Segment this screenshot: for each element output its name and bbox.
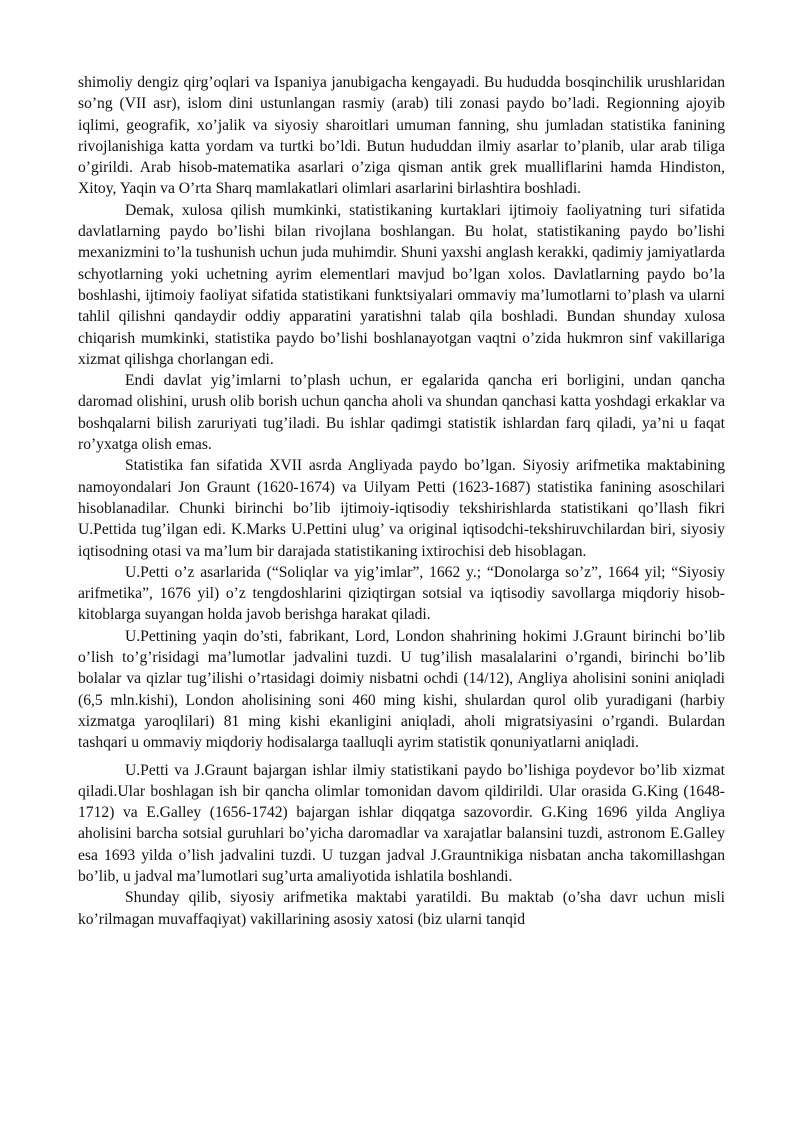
document-page bbox=[78, 72, 725, 930]
paragraph-2: Demak, xulosa qilish mumkinki, statistikaning kurtaklari ijtimoiy faoliyatning turi sifatida davlatlarning paydo bo’lishi bilan rivojlana boshlangan. Bu holat, statistikaning paydo bo’lishi mexanizmini to’la tushunish uchun juda muhimdir. Shuni yaxshi anglash kerakki, qadimiy jamiyatlarda schyotlarning yoki uchetning ayrim elementlari mavjud bo’lgan xolos. Davlatlarning paydo bo’la boshlashi, ijtimoiy faoliyat sifatida statistikani funktsiyalari ommaviy ma’lumotlarni to’plash va ularni tahlil qilishni qandaydir oddiy apparatini yaratishni talab qila boshladi. Bundan shunday xulosa chiqarish mumkinki, statistika paydo bo’lishi boshlanayotgan vaqtni o’zida hukmron sinf vakillariga xizmat qilishga chorlangan edi. bbox=[78, 201, 725, 368]
paragraph-8: Shunday qilib, siyosiy arifmetika maktabi yaratildi. Bu maktab (o’sha davr uchun misli ko’rilmagan muvaffaqiyat) vakillarining asosiy xatosi (biz ularni tanqid bbox=[78, 889, 725, 928]
paragraph-3: Endi davlat yig’imlarni to’plash uchun, er egalarida qancha eri borligini, undan qancha daromad olishini, urush olib borish uchun qancha aholi va shundan qanchasi katta yoshdagi erkaklar va boshqalarni bilish zaruriyati tug’iladi. Bu ishlar qadimgi statistik ishlardan farq qiladi, ya’ni u faqat ro’yxatga olish emas. bbox=[78, 372, 725, 454]
paragraph-5: U.Petti o’z asarlarida (“Soliqlar va yig’imlar”, 1662 y.; “Donolarga so’z”, 1664 yil; “Siyosiy arifmetika”, 1676 yil) o’z tengdoshlarini qiziqtirgan sotsial va iqtisodiy savollarga miqdoriy hisob-kitoblarga suyangan holda javob berishga harakat qiladi. bbox=[78, 563, 725, 624]
paragraph-6: U.Pettining yaqin do’sti, fabrikant, Lord, London shahrining hokimi J.Graunt birinchi bo’lib o’lish to’g’risidagi ma’lumotlar jadvalini tuzdi. U tug’ilish masalalarini o’rgandi, birinchi bo’lib bolalar va qizlar tug’ilishi o’rtasidagi doimiy nisbatni ochdi (14/12), Angliya aholisini sonini aniqladi (6,5 mln.kishi), London aholisining soni 460 ming kishi, shulardan qurol olib yuradigani (harbiy xizmatga yaroqlilari) 81 ming kishi ekanligini aniqladi, aholi migratsiyasini o’rgandi. Bulardan tashqari u ommaviy miqdoriy hodisalarga taalluqli ayrim statistik qonuniyatlarni aniqladi. bbox=[78, 627, 725, 752]
paragraph-4: Statistika fan sifatida XVII asrda Angliyada paydo bo’lgan. Siyosiy arifmetika maktabining namoyondalari Jon Graunt (1620-1674) va Uilyam Petti (1623-1687) statistika fanining asoschilari hisoblanadilar. Chunki birinchi bo’lib ijtimoiy-iqtisodiy tekshirishlarda statistikani qo’llash fikri U.Pettida tug’ilgan edi. K.Marks U.Pettini ulug’ va original iqtisodchi-tekshiruvchilardan biri, siyosiy iqtisodning otasi va ma’lum bir darajada statistikaning ixtirochisi deb hisoblagan. bbox=[78, 457, 725, 560]
paragraph-1: shimoliy dengiz qirg’oqlari va Ispaniya janubigacha kengayadi. Bu hududda bosqinchilik urushlaridan so’ng (VII asr), islom dini ustunlangan rasmiy (arab) tili zonasi paydo bo’ladi. Regionning ajoyib iqlimi, geografik, xo’jalik va siyosiy sharoitlari umuman fanning, shu jumladan statistika fanining rivojlanishiga katta yordam va turtki bo’ldi. Butun hududdan ilmiy asarlar to’planib, ular arab tiliga o’girildi. Arab hisob-matematika asarlari o’ziga qisman antik grek mualliflarini hamda Hindiston, Xitoy, Yaqin va O’rta Sharq mamlakatlari olimlari asarlarini birlashtira boshladi. bbox=[78, 74, 725, 198]
paragraph-7: U.Petti va J.Graunt bajargan ishlar ilmiy statistikani paydo bo’lishiga poydevor bo’lib xizmat qiladi.Ular boshlagan ish bir qancha olimlar tomonidan davom qildirildi. Ular orasida G.King (1648-1712) va E.Galley (1656-1742) bajargan ishlar diqqatga sazovordir. G.King 1696 yilda Angliya aholisini barcha sotsial guruhlari bo’yicha daromadlar va xarajatlar balansini tuzdi, astronom E.Galley esa 1693 yilda o’lish jadvalini tuzdi. U tuzgan jadval J.Grauntnikiga nisbatan ancha takomillashgan bo’lib, u jadval ma’lumotlari sug’urta amaliyotida ishlatila boshlandi. bbox=[78, 761, 725, 885]
